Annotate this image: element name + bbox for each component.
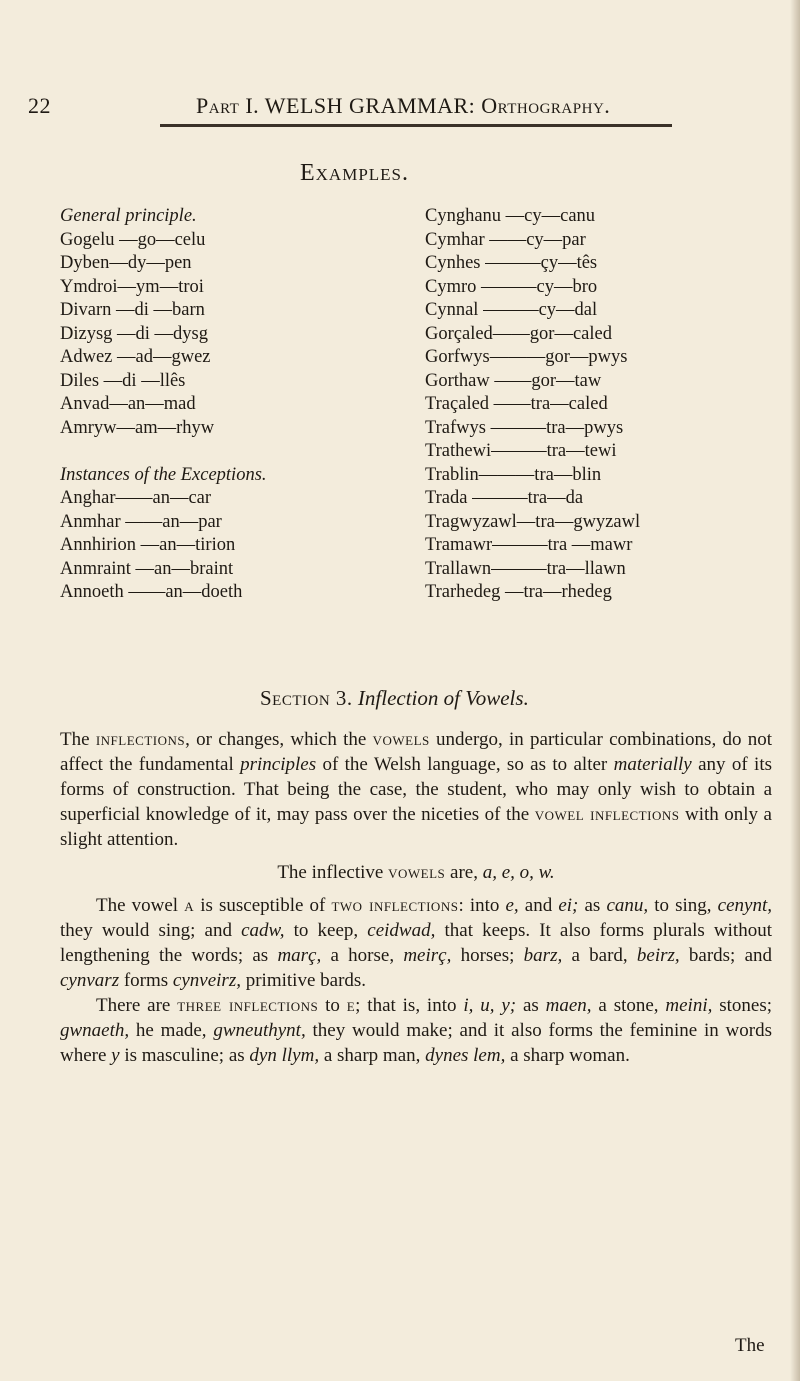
italic-term: meirç, [403, 945, 452, 966]
example-line: Trallawn———tra—llawn [425, 558, 626, 579]
text-run: The inflective [277, 862, 389, 883]
example-line: Adwez —ad—gwez [60, 347, 211, 367]
example-line: Traçaled ——tra—caled [425, 394, 608, 414]
page-edge-shadow [790, 0, 800, 1381]
example-line: Trarhedeg —tra—rhedeg [425, 582, 612, 602]
italic-term: barz, [523, 945, 563, 966]
text-run: The [60, 729, 96, 750]
paragraph-3 [60, 893, 772, 993]
italic-term: cynvarz [60, 970, 120, 991]
text-run: is masculine; as [119, 1045, 250, 1066]
italic-term: beirz, [636, 945, 680, 966]
catchword: The [735, 1335, 765, 1356]
text-run: There are [96, 995, 178, 1016]
right-column [425, 205, 785, 605]
text-run: to keep, [284, 920, 368, 941]
exception-line: Annhirion —an—tirion [60, 535, 236, 555]
section-title: Inflection of Vowels. [357, 686, 529, 710]
text-run: is susceptible of [194, 895, 332, 916]
text-run: as [516, 995, 546, 1016]
paragraph-2 [60, 860, 772, 885]
example-line: Trada ———tra—da [425, 488, 584, 508]
example-line: Trablin———tra—blin [425, 464, 602, 485]
text-run: a bard, [562, 945, 637, 966]
text-run: a horse, [321, 945, 404, 966]
text-run: any of its forms of construction. That being the case, the student, who may only wish to obtain a superficial knowledge of it, may pass over the niceties of the [60, 754, 772, 825]
text-run: primitive bards. [240, 970, 367, 991]
examples-heading: Examples. [300, 160, 410, 186]
example-line: Cynghanu —cy—canu [425, 206, 596, 226]
example-line: Cymro ———cy—bro [425, 276, 598, 297]
example-line: Ymdroi—ym—troi [60, 276, 204, 297]
italic-term: gwneuthynt, [213, 1020, 306, 1041]
header-rule [160, 124, 672, 127]
example-line: Trathewi———tra—tewi [425, 441, 617, 461]
text-run: to [318, 995, 347, 1016]
example-line: Anvad—an—mad [60, 394, 196, 414]
body-text [60, 727, 772, 1068]
text-run: that keeps. It also forms plurals without lengthening the words; as [60, 920, 772, 966]
example-line: Dizysg —di —dysg [60, 323, 208, 344]
text-run: are, [445, 862, 483, 883]
italic-term: e, [505, 895, 519, 916]
italic-term: i, u, y; [463, 995, 517, 1016]
text-run: undergo, in particular combinations, do not affect the fundamental [60, 729, 772, 775]
small-caps-term: two inflections [331, 895, 459, 916]
example-line: Divarn —di —barn [60, 300, 205, 320]
example-line: Dyben—dy—pen [60, 253, 192, 273]
small-caps-term: inflections [95, 729, 186, 750]
small-caps-term: a [184, 895, 195, 916]
italic-term: materially [613, 754, 692, 775]
italic-term: dyn llym, [249, 1045, 320, 1066]
italic-term: a, e, o, w. [482, 862, 555, 883]
text-run: stones; [712, 995, 773, 1016]
paragraph-1 [60, 727, 772, 852]
text-run: , or changes, which the [185, 729, 373, 750]
text-run: they would sing; and [60, 920, 242, 941]
example-line: Cynnal ———cy—dal [425, 300, 598, 320]
exception-line: Anmhar ——an—par [60, 511, 222, 532]
small-caps-term: vowels [372, 729, 430, 750]
example-line: Gorfwys———gor—pwys [425, 347, 628, 367]
italic-term: principles [240, 754, 317, 775]
small-caps-term: vowels [388, 862, 446, 883]
spacer [60, 440, 360, 464]
example-line: Tramawr———tra —mawr [425, 535, 633, 555]
small-caps-term: e [346, 995, 356, 1016]
text-run: as [578, 895, 607, 916]
text-run: he made, [129, 1020, 214, 1041]
example-line: Tragwyzawl—tra—gwyzawl [425, 511, 641, 532]
italic-term: meini, [665, 995, 713, 1016]
italic-term: ei; [558, 895, 579, 916]
example-line: Gorthaw ——gor—taw [425, 370, 602, 391]
text-run: bards; and [679, 945, 773, 966]
example-line: Cynhes ———çy—tês [425, 253, 598, 273]
exception-line: Anmraint —an—braint [60, 558, 234, 579]
example-line: Cymhar ——cy—par [425, 229, 586, 250]
section-heading [260, 686, 529, 711]
page-number: 22 [28, 93, 51, 118]
text-run: with only a slight attention. [60, 804, 772, 850]
text-run: a stone, [591, 995, 666, 1016]
example-line: Diles —di —llês [60, 370, 186, 391]
text-run: they would make; and it also forms the feminine in words where [60, 1020, 772, 1066]
text-run: a sharp man, [319, 1045, 426, 1066]
italic-term: març, [277, 945, 322, 966]
text-run: to sing, [648, 895, 718, 916]
small-caps-term: vowel inflections [534, 804, 680, 825]
italic-term: dynes lem, [425, 1045, 506, 1066]
text-run: The vowel [96, 895, 185, 916]
left-column [60, 205, 360, 605]
text-run: and [518, 895, 559, 916]
text-run: horses; [451, 945, 524, 966]
italic-term: cynveirz, [172, 970, 241, 991]
italic-term: cenynt, [717, 895, 772, 916]
text-run: of the Welsh language, so as to alter [316, 754, 614, 775]
running-title: Part I. WELSH GRAMMAR: Orthography. [196, 93, 611, 118]
small-caps-term: three inflections [177, 995, 319, 1016]
italic-term: maen, [545, 995, 592, 1016]
general-principle-heading: General principle. [60, 206, 197, 226]
text-run: a sharp woman. [505, 1045, 630, 1066]
exception-line: Annoeth ——an—doeth [60, 582, 243, 602]
example-line: Gorçaled——gor—caled [425, 323, 612, 344]
example-line: Amryw—am—rhyw [60, 417, 215, 438]
text-run: : into [458, 895, 506, 916]
example-line: Trafwys ———tra—pwys [425, 417, 624, 438]
section-label: Section 3. [260, 686, 353, 710]
italic-term: ceidwad, [367, 920, 436, 941]
italic-term: gwnaeth, [60, 1020, 130, 1041]
example-line: Gogelu —go—celu [60, 229, 206, 250]
italic-term: y [111, 1045, 120, 1066]
exceptions-heading: Instances of the Exceptions. [60, 464, 267, 485]
italic-term: canu, [606, 895, 649, 916]
text-run: ; that is, into [355, 995, 464, 1016]
text-run: forms [119, 970, 173, 991]
italic-term: cadw, [241, 920, 285, 941]
paragraph-4 [60, 993, 772, 1068]
exception-line: Anghar——an—car [60, 488, 212, 508]
